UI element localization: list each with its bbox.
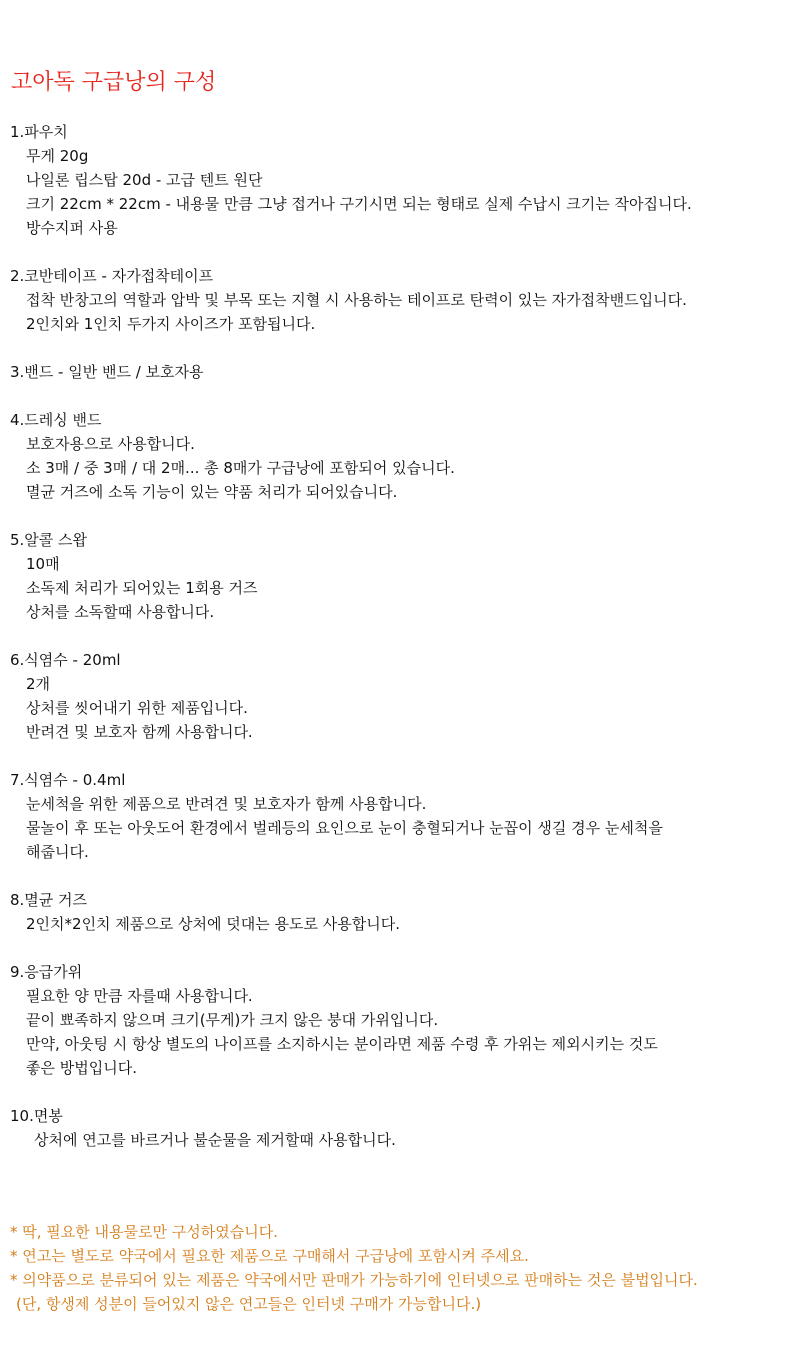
section-pouch: [10, 120, 790, 240]
section-line: 크기 22cm * 22cm - 내용물 만큼 그냥 접거나 구기시면 되는 형태로 실제 수납시 크기는 작아집니다.: [26, 195, 692, 213]
section-heading: 10.면봉: [10, 1107, 63, 1125]
section-line: 무게 20g: [26, 147, 89, 165]
section-heading: 4.드레싱 밴드: [10, 411, 102, 429]
section-heading: 7.식염수 - 0.4ml: [10, 771, 126, 789]
section-line: 좋은 방법입니다.: [26, 1059, 137, 1077]
section-line: 10매: [26, 555, 60, 573]
notice-line: * 연고는 별도로 약국에서 필요한 제품으로 구매해서 구급낭에 포함시켜 주세요.: [10, 1247, 529, 1265]
section-coban-tape: [10, 264, 790, 336]
section-heading: 8.멸균 거즈: [10, 891, 88, 909]
section-line: 2인치*2인치 제품으로 상처에 덧대는 용도로 사용합니다.: [26, 915, 400, 933]
section-line: 나일론 립스탑 20d - 고급 텐트 원단: [26, 171, 263, 189]
section-line: 만약, 아웃팅 시 항상 별도의 나이프를 소지하시는 분이라면 제품 수령 후 가위는 제외시키는 것도: [26, 1035, 658, 1053]
section-line: 끝이 뾰족하지 않으며 크기(무게)가 크지 않은 붕대 가위입니다.: [26, 1011, 439, 1029]
section-heading: 6.식염수 - 20ml: [10, 651, 121, 669]
page-title: 고아독 구급낭의 구성: [11, 70, 217, 95]
notice-line: * 의약품으로 분류되어 있는 제품은 약국에서만 판매가 가능하기에 인터넷으로 판매하는 것은 불법입니다.: [10, 1271, 698, 1289]
section-line: 눈세척을 위한 제품으로 반려견 및 보호자가 함께 사용합니다.: [26, 795, 427, 813]
section-line: 방수지퍼 사용: [26, 219, 118, 237]
section-line: 반려견 및 보호자 함께 사용합니다.: [26, 723, 253, 741]
section-heading: 1.파우치: [10, 123, 68, 141]
section-line: 필요한 양 만큼 자를때 사용합니다.: [26, 987, 253, 1005]
section-heading: 5.알콜 스왑: [10, 531, 88, 549]
section-alcohol-swab: [10, 528, 790, 624]
section-line: 멸균 거즈에 소독 기능이 있는 약품 처리가 되어있습니다.: [26, 483, 398, 501]
component-list: [10, 120, 790, 1176]
section-saline-20ml: [10, 648, 790, 744]
section-line: 소 3매 / 중 3매 / 대 2매... 총 8매가 구급낭에 포함되어 있습니다.: [26, 459, 455, 477]
section-heading: 9.응급가위: [10, 963, 83, 981]
section-band: [10, 360, 790, 384]
section-line: 상처를 소독할때 사용합니다.: [26, 603, 215, 621]
section-line: 해줍니다.: [26, 843, 89, 861]
section-sterile-gauze: [10, 888, 790, 936]
section-line: 2인치와 1인치 두가지 사이즈가 포함됩니다.: [26, 315, 316, 333]
section-line: 2개: [26, 675, 51, 693]
section-line: 상처를 씻어내기 위한 제품입니다.: [26, 699, 248, 717]
notice-list: [10, 1220, 790, 1316]
section-line: 물놀이 후 또는 아웃도어 환경에서 벌레등의 요인으로 눈이 충혈되거나 눈꼽이 생길 경우 눈세척을: [26, 819, 663, 837]
section-dressing-band: [10, 408, 790, 504]
section-heading: 3.밴드 - 일반 밴드 / 보호자용: [10, 363, 204, 381]
section-heading: 2.코반테이프 - 자가접착테이프: [10, 267, 214, 285]
section-line: 접착 반창고의 역할과 압박 및 부목 또는 지혈 시 사용하는 테이프로 탄력이 있는 자가접착밴드입니다.: [26, 291, 687, 309]
section-line: 소독제 처리가 되어있는 1회용 거즈: [26, 579, 258, 597]
section-line: 상처에 연고를 바르거나 불순물을 제거할때 사용합니다.: [34, 1131, 396, 1149]
section-line: 보호자용으로 사용합니다.: [26, 435, 195, 453]
notice-line: (단, 항생제 성분이 들어있지 않은 연고들은 인터넷 구매가 가능합니다.): [16, 1295, 482, 1313]
notice-line: * 딱, 필요한 내용물로만 구성하였습니다.: [10, 1223, 278, 1241]
section-emergency-scissors: [10, 960, 790, 1080]
section-cotton-swab: [10, 1104, 790, 1152]
section-saline-0-4ml: [10, 768, 790, 864]
